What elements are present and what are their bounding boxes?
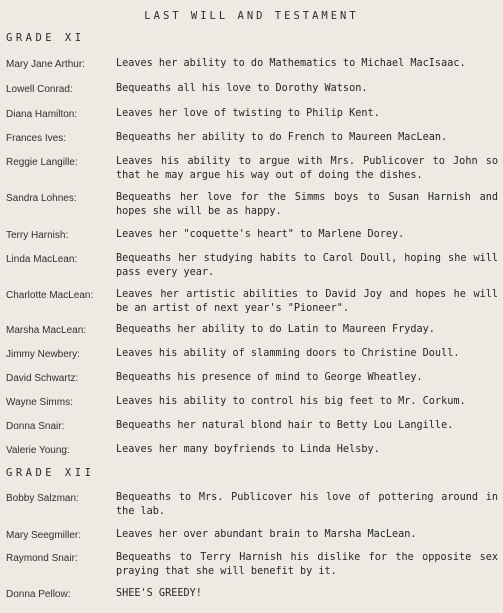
student-name: Bobby Salzman:	[6, 493, 79, 504]
student-name: Valerie Young:	[6, 445, 70, 456]
bequest-text: Leaves her many boyfriends to Linda Helsby.	[116, 444, 380, 455]
student-name: Reggie Langille:	[6, 157, 78, 168]
student-name: Lowell Conrad:	[6, 84, 73, 95]
bequest-text: Bequeaths her ability to do French to Maureen MacLean.	[116, 132, 448, 143]
bequest-text: Bequeaths to Terry Harnish his dislike for the opposite sex praying that she will benefit by it.	[116, 552, 498, 577]
bequest-text: Leaves her "coquette's heart" to Marlene Dorey.	[116, 229, 405, 240]
bequest-text: Bequeaths all his love to Dorothy Watson.	[116, 83, 368, 94]
student-name: Mary Seegmiller:	[6, 530, 82, 541]
student-name: Wayne Simms:	[6, 397, 73, 408]
student-name: Mary Jane Arthur:	[6, 59, 85, 70]
bequest-text: Bequeaths to Mrs. Publicover his love of pottering around in the lab.	[116, 492, 498, 517]
student-name: Marsha MacLean:	[6, 325, 87, 336]
student-name: Frances Ives:	[6, 133, 67, 144]
student-name: Sandra Lohnes:	[6, 193, 77, 204]
student-name: Raymond Snair:	[6, 553, 78, 564]
bequest-text: Leaves his ability of slamming doors to Christine Doull.	[116, 348, 460, 359]
bequest-text: SHEE'S GREEDY!	[116, 588, 202, 599]
bequest-text: Bequeaths her ability to do Latin to Maureen Fryday.	[116, 324, 435, 335]
student-name: Charlotte MacLean:	[6, 290, 94, 301]
bequest-text: Bequeaths her natural blond hair to Betty Lou Langille.	[116, 420, 454, 431]
student-name: Diana Hamilton:	[6, 109, 78, 120]
student-name: Terry Harnish:	[6, 230, 69, 241]
grade-xi-heading: GRADE XI	[6, 32, 85, 44]
bequest-text: Bequeaths her love for the Simms boys to Susan Harnish and hopes she will be as happy.	[116, 192, 498, 217]
bequest-text: Leaves her artistic abilities to David Joy and hopes he will be an artist of next year's "Pioneer".	[116, 289, 498, 314]
bequest-text: Leaves her ability to do Mathematics to Michael MacIsaac.	[116, 58, 466, 69]
student-name: Linda MacLean:	[6, 254, 78, 265]
student-name: David Schwartz:	[6, 373, 79, 384]
page-title: LAST WILL AND TESTAMENT	[144, 10, 359, 22]
bequest-text: Leaves her love of twisting to Philip Kent.	[116, 108, 380, 119]
student-name: Donna Pellow:	[6, 589, 71, 600]
bequest-text: Bequeaths his presence of mind to George Wheatley.	[116, 372, 423, 383]
grade-xii-heading: GRADE XII	[6, 467, 95, 479]
bequest-text: Leaves her over abundant brain to Marsha MacLean.	[116, 529, 417, 540]
bequest-text: Leaves his ability to control his big feet to Mr. Corkum.	[116, 396, 466, 407]
bequest-text: Bequeaths her studying habits to Carol Doull, hoping she will pass every year.	[116, 253, 498, 278]
student-name: Jimmy Newbery:	[6, 349, 80, 360]
student-name: Donna Snair:	[6, 421, 65, 432]
bequest-text: Leaves his ability to argue with Mrs. Publicover to John so that he may argue his way out of doing the dishes.	[116, 156, 498, 181]
